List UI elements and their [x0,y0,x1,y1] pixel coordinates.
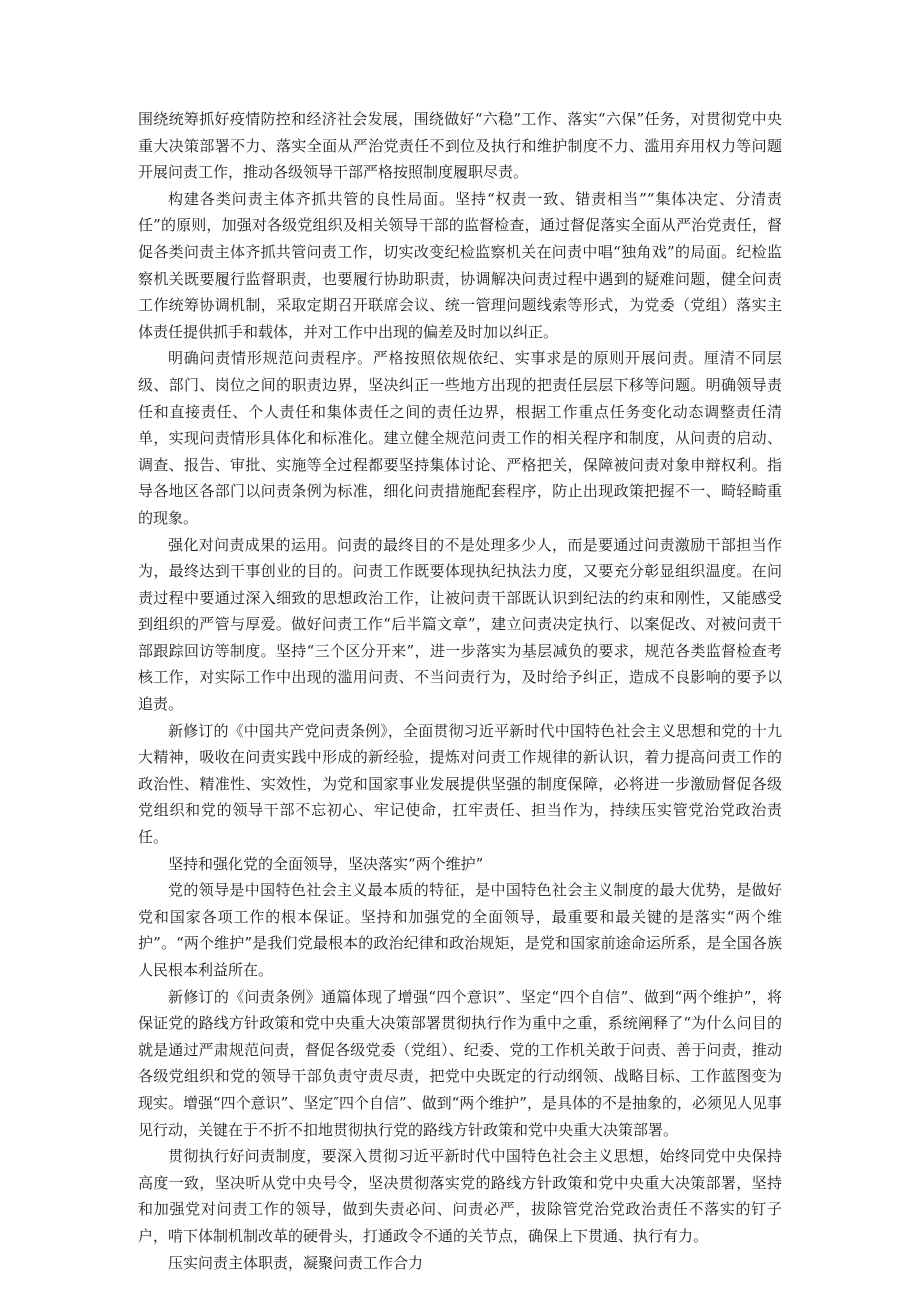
paragraph-implement-system: 贯彻执行好问责制度，要深入贯彻习近平新时代中国特色社会主义思想，始终同党中央保持高度一致，坚决听从党中央号令，坚决贯彻落实党的路线方针政策和党中央重大决策部署，坚持和加强党对问责工作的领导，做到失责必问、问责必严，拔除管党治党政治责任不落实的钉子户，啃下体制机制改革的硬骨头，打通政令不通的关节点，确保上下贯通、执行有力。 [138,1147,782,1245]
section-heading-subject-duties: 压实问责主体职责，凝聚问责工作合力 [168,1253,424,1272]
document-body [138,106,782,1276]
paragraph-regulation-summary: 新修订的《中国共产党问责条例》，全面贯彻习近平新时代中国特色社会主义思想和党的十九大精神，吸收在问责实践中形成的新经验，提炼对问责工作规律的新认识，着力提高问责工作的政治性、精准性、实效性，为党和国家事业发展提供坚强的制度保障，必将进一步激励督促各级党组织和党的领导干部不忘初心、牢记使命，扛牢责任、担当作为，持续压实管党治党政治责任。 [138,721,782,847]
paragraph-party-leadership: 党的领导是中国特色社会主义最本质的特征，是中国特色社会主义制度的最大优势，是做好党和国家各项工作的根本保证。坚持和加强党的全面领导，最重要和最关键的是落实“两个维护”。“两个维护”是我们党最根本的政治纪律和政治规矩，是党和国家前途命运所系，是全国各族人民根本利益所在。 [138,881,782,979]
paragraph-accountability-results: 强化对问责成果的运用。问责的最终目的不是处理多少人，而是要通过问责激励干部担当作为，最终达到干事创业的目的。问责工作既要体现执纪执法力度，又要充分彰显组织温度。在问责过程中要通过深入细致的思想政治工作，让被问责干部既认识到纪法的约束和刚性，又能感受到组织的严管与厚爱。做好问责工作“后半篇文章”，建立问责决定执行、以案促改、对被问责干部跟踪回访等制度。坚持“三个区分开来”，进一步落实为基层减负的要求，规范各类监督检查考核工作，对实际工作中出现的滥用问责、不当问责行为，及时给予纠正，造成不良影响的要予以追责。 [138,535,782,714]
section-heading-party-leadership: 坚持和强化党的全面领导，坚决落实“两个维护” [168,854,484,873]
paragraph-intro: 围绕统筹抓好疫情防控和经济社会发展，围绕做好“六稳”工作、落实“六保”任务，对贯彻党中央重大决策部署不力、落实全面从严治党责任不到位及执行和维护制度不力、滥用弃用权力等问题开展问责工作，推动各级领导干部严格按照制度履职尽责。 [138,110,782,182]
paragraph-accountability-subjects: 构建各类问责主体齐抓共管的良性局面。坚持“权责一致、错责相当”“集体决定、分清责任”的原则，加强对各级党组织及相关领导干部的监督检查，通过督促落实全面从严治党责任，督促各类问责主体齐抓共管问责工作，切实改变纪检监察机关在问责中唱“独角戏”的局面。纪检监察机关既要履行监督职责，也要履行协助职责，协调解决问责过程中遇到的疑难问题，健全问责工作统筹协调机制，采取定期召开联席会议、统一管理问题线索等形式，为党委（党组）落实主体责任提供抓手和载体，并对工作中出现的偏差及时加以纠正。 [138,189,782,341]
paragraph-four-consciousness: 新修订的《问责条例》通篇体现了增强“四个意识”、坚定“四个自信”、做到“两个维护”，将保证党的路线方针政策和党中央重大决策部署贯彻执行作为重中之重，系统阐释了“为什么问目的就是通过严肃规范问责，督促各级党委（党组）、纪委、党的工作机关敢于问责、善于问责，推动各级党组织和党的领导干部负责守责尽责，把党中央既定的行动纲领、战略目标、工作蓝图变为现实。增强“四个意识”、坚定″四个自信”、做到“两个维护”，是具体的不是抽象的，必须见人见事见行动，关键在于不折不扣地贯彻执行党的路线方针政策和党中央重大决策部署。 [138,987,782,1139]
paragraph-accountability-procedures: 明确问责情形规范问责程序。严格按照依规依纪、实事求是的原则开展问责。厘清不同层级、部门、岗位之间的职责边界，坚决纠正一些地方出现的把责任层层下移等问题。明确领导责任和直接责任、个人责任和集体责任之间的责任边界，根据工作重点任务变化动态调整责任清单，实现问责情形具体化和标准化。建立健全规范问责工作的相关程序和制度，从问责的启动、调查、报告、审批、实施等全过程都要坚持集体讨论、严格把关，保障被问责对象申辩权利。指导各地区各部门以问责条例为标准，细化问责措施配套程序，防止出现政策把握不一、畸轻畸重的现象。 [138,349,782,527]
